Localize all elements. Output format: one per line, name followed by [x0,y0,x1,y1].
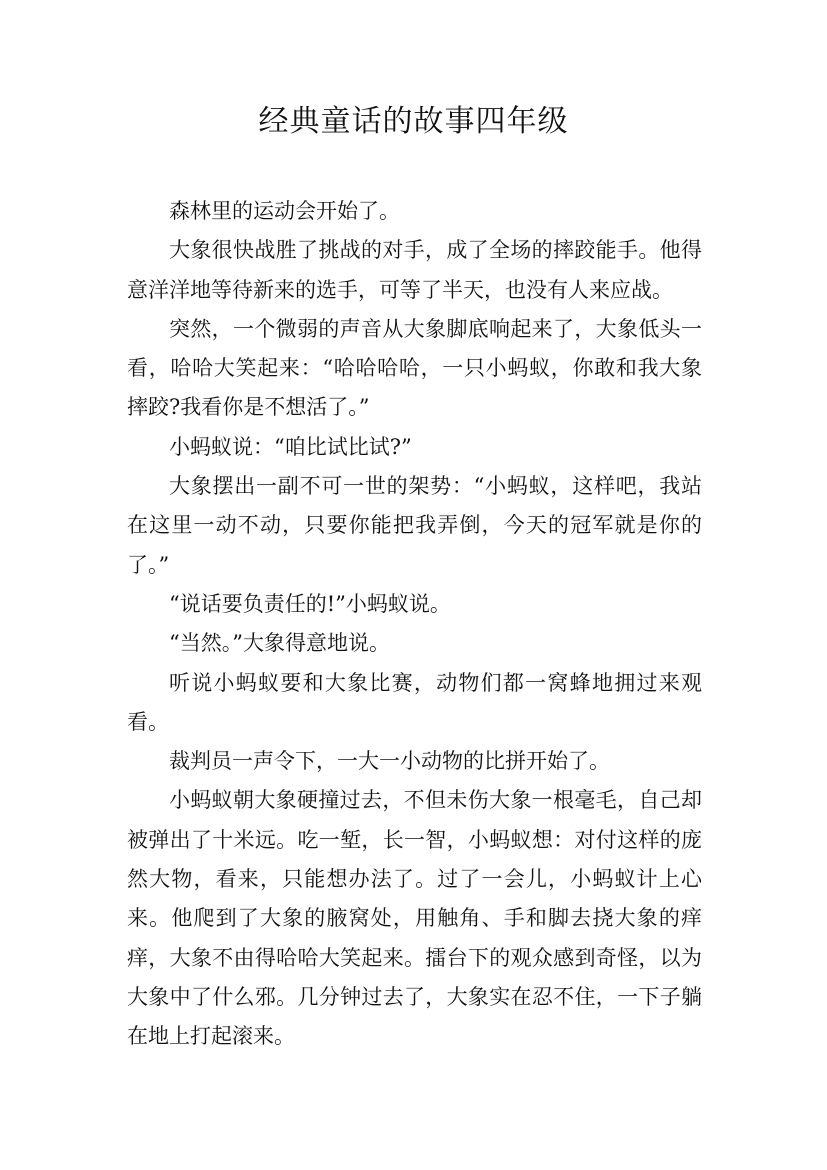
paragraph-6: “说话要负责任的!”小蚂蚁说。 [169,591,451,616]
document-title: 经典童话的故事四年级 [258,104,569,139]
paragraph-9: 裁判员一声令下，一大一小动物的比拼开始了。 [169,749,610,774]
paragraph-10: 小蚂蚁朝大象硬撞过去，不但未伤大象一根毫毛，自己却被弹出了十米远。吃一堑，长一智，小蚂蚁想：对付这样的庞然大物，看来，只能想办法了。过了一会儿，小蚂蚁计上心来。他爬到了大象的腋窝处，用触角、手和脚去挠大象的痒痒，大象不由得哈哈大笑起来。擂台下的观众感到奇怪，以为大象中了什么邪。几分钟过去了，大象实在忍不住，一下子躺在地上打起滚来。 [127,788,702,1049]
story-body [127,192,702,1057]
paragraph-1: 森林里的运动会开始了。 [169,199,400,223]
paragraph-4: 小蚂蚁说：“咱比试比试?” [169,434,412,459]
paragraph-8: 听说小蚂蚁要和大象比赛，动物们都一窝蜂地拥过来观看。 [127,670,702,734]
paragraph-5: 大象摆出一副不可一世的架势：“小蚂蚁，这样吧，我站在这里一动不动，只要你能把我弄倒，今天的冠军就是你的了。” [127,474,702,577]
paragraph-7: “当然。”大象得意地说。 [169,631,390,656]
paragraph-2: 大象很快战胜了挑战的对手，成了全场的摔跤能手。他得意洋洋地等待新来的选手，可等了半天，也没有人来应战。 [127,238,702,302]
paragraph-3: 突然，一个微弱的声音从大象脚底响起来了，大象低头一看，哈哈大笑起来：“哈哈哈哈，一只小蚂蚁，你敢和我大象摔跤?我看你是不想活了。” [127,316,702,420]
